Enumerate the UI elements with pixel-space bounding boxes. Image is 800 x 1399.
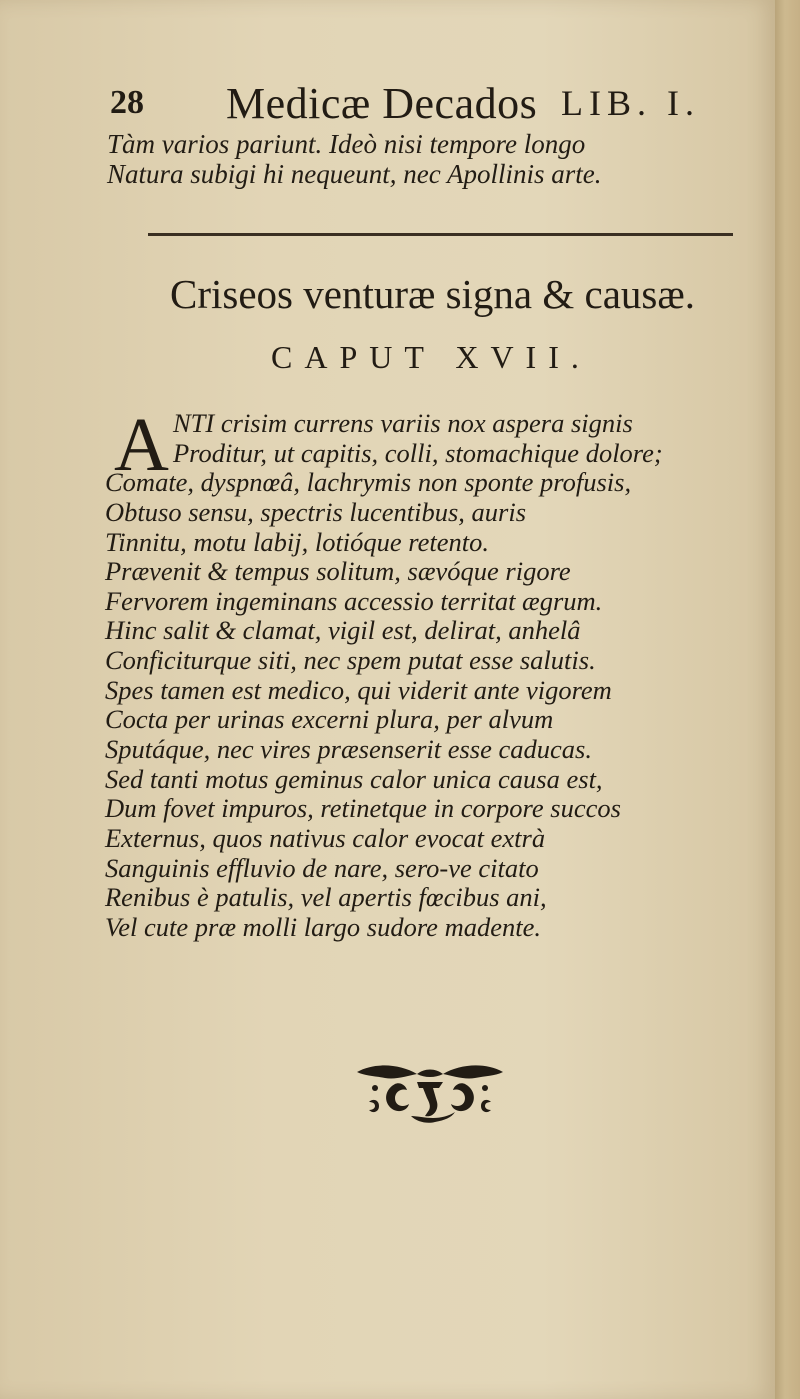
poem-line: Sanguinis effluvio de nare, sero-ve citato bbox=[105, 852, 539, 883]
running-title: Medicæ Decados bbox=[226, 79, 538, 128]
poem-line: Dum fovet impuros, retinetque in corpore succos bbox=[105, 793, 621, 824]
poem-line: Conficiturque siti, nec spem putat esse salutis. bbox=[105, 645, 596, 676]
top-line-1: Tàm varios pariunt. Ideò nisi tempore longo bbox=[107, 129, 586, 159]
poem-line: Comate, dyspnœâ, lachrymis non sponte profusis, bbox=[105, 467, 632, 498]
poem-line: Prævenit & tempus solitum, sævóque rigore bbox=[105, 556, 571, 587]
top-line-2: Natura subigi hi nequeunt, nec Apollinis arte. bbox=[107, 159, 602, 189]
poem-line: Sed tanti motus geminus calor unica causa est, bbox=[105, 763, 603, 794]
page-header bbox=[108, 78, 708, 128]
poem-line: NTI crisim currens variis nox aspera signis bbox=[173, 408, 633, 438]
printers-fleuron-ornament-icon bbox=[355, 1058, 505, 1128]
poem-line: Spes tamen est medico, qui viderit ante vigorem bbox=[105, 674, 612, 705]
poem-line: Vel cute præ molli largo sudore madente. bbox=[105, 911, 541, 942]
poem-line: Fervorem ingeminans accessio territat ægrum. bbox=[105, 585, 603, 616]
poem-line: Tinnitu, motu labij, lotióque retento. bbox=[105, 526, 490, 557]
page-edge bbox=[775, 0, 800, 1399]
poem-line: Obtuso sensu, spectris lucentibus, auris bbox=[105, 496, 527, 527]
page-number: 28 bbox=[110, 84, 144, 121]
poem-line: Proditur, ut capitis, colli, stomachique dolore; bbox=[173, 437, 663, 468]
poem-line: Hinc salit & clamat, vigil est, delirat, anhelâ bbox=[105, 615, 581, 646]
drop-cap: A bbox=[114, 403, 169, 487]
poem-line: Externus, quos nativus calor evocat extrà bbox=[105, 822, 546, 853]
poem-line: Cocta per urinas excerni plura, per alvum bbox=[105, 704, 554, 735]
section-rule bbox=[148, 233, 733, 236]
chapter-title: Criseos venturæ signa & causæ. bbox=[170, 271, 695, 317]
poem-line: Renibus è patulis, vel apertis fœcibus ani, bbox=[105, 882, 547, 913]
poem-line: Sputáque, nec vires præsenserit esse caducas. bbox=[105, 734, 592, 765]
book-label: LIB. I. bbox=[561, 83, 700, 123]
chapter-number: CAPUT XVII. bbox=[271, 339, 591, 375]
poem-body bbox=[105, 403, 765, 943]
